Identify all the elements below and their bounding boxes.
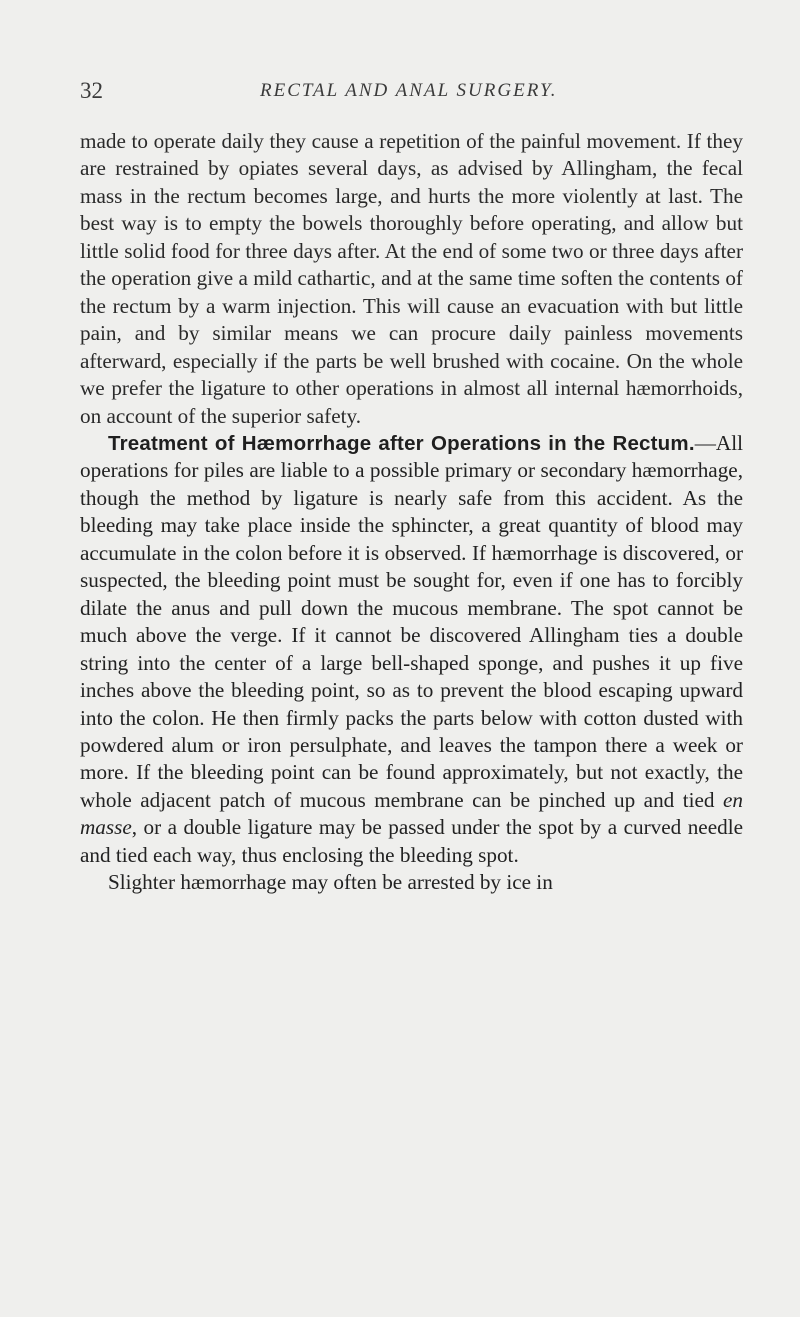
paragraph-text: Slighter hæmorrhage may often be arrested by ice in (108, 870, 553, 895)
paragraph-slighter-haemorrhage (80, 869, 743, 896)
section-heading: Treatment of Hæmorrhage after Operations in the Rectum. (108, 431, 695, 455)
page-body (80, 128, 743, 897)
paragraph-text: , or a double ligature may be passed under the spot by a curved needle and tied each way, thus enclosing the bleeding spot. (80, 815, 743, 867)
paragraph-haemorrhage-treatment (80, 430, 743, 869)
paragraph-text: —All operations for piles are liable to a possible primary or secondary hæmorrhage, though the method by ligature is nearly safe from this accident. As the bleeding may take place inside the sphincter, a great quantity of blood may accumulate in the colon before it is observed. If hæmorrhage is discovered, or suspected, the bleeding point must be sought for, even if one has to forcibly dilate the anus and pull down the mucous membrane. The spot cannot be much above the verge. If it cannot be discovered Allingham ties a double string into the center of a large bell-shaped sponge, and pushes it up five inches above the bleeding point, so as to prevent the blood escaping upward into the colon. He then firmly packs the parts below with cotton dusted with powdered alum or iron persulphate, and leaves the tampon there a week or more. If the bleeding point can be found approximately, but not exactly, the whole adjacent patch of mucous membrane can be pinched up and tied (80, 430, 743, 812)
page-header (80, 78, 740, 112)
running-head: RECTAL AND ANAL SURGERY. (260, 80, 558, 101)
page-number: 32 (80, 78, 103, 103)
italic-phrase: en masse (80, 787, 743, 840)
paragraph-continuation (80, 128, 743, 430)
paragraph-text: made to operate daily they cause a repetition of the painful movement. If they are restrained by opiates several days, as advised by Allingham, the fecal mass in the rectum becomes large, and hurts the more violently at last. The best way is to empty the bowels thoroughly before operating, and allow but little solid food for three days after. At the end of some two or three days after the operation give a mild cathartic, and at the same time soften the contents of the rectum by a warm injection. This will cause an evacuation with but little pain, and by similar means we can procure daily painless movements afterward, especially if the parts be well brushed with cocaine. On the whole we prefer the ligature to other operations in almost all internal hæmorrhoids, on account of the superior safety. (80, 129, 743, 428)
